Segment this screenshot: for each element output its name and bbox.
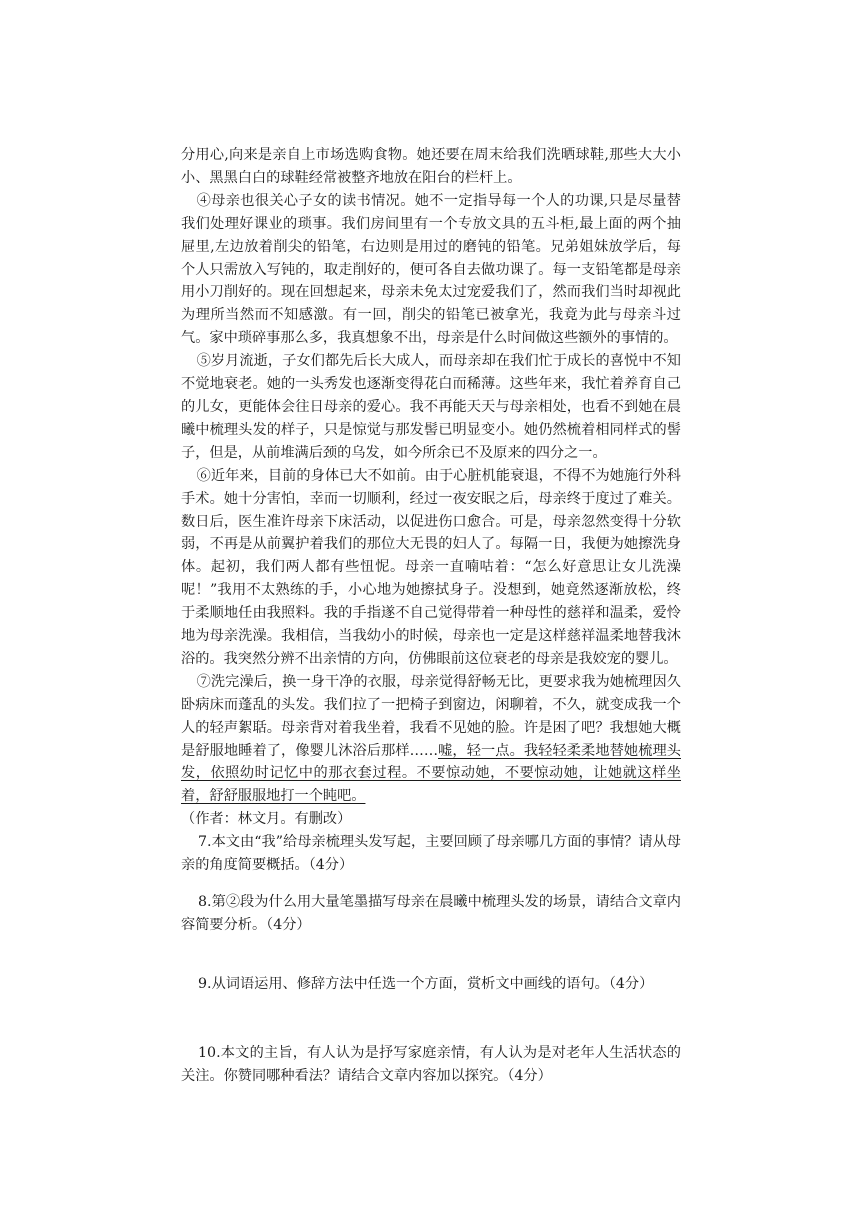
question-8: 8.第②段为什么用大量笔墨描写母亲在晨曦中梳理头发的场景，请结合文章内容简要分析。（4分） bbox=[181, 894, 681, 933]
paragraph-3-tail: 分用心,向来是亲自上市场选购食物。她还要在周末给我们洗晒球鞋,那些大大小小、黑黑白白的球鞋经常被整齐地放在阳台的栏杆上。 bbox=[181, 147, 681, 186]
paragraph-4: ④母亲也很关心子女的读书情况。她不一定指导每一个人的功课,只是尽量替我们处理好课业的琐事。我们房间里有一个专放文具的五斗柜,最上面的两个抽屉里,左边放着削尖的铅笔，右边则是用过的磨钝的铅笔。兄弟姐妹放学后，每个人只需放入写钝的，取走削好的，便可各自去做功课了。每一支铅笔都是母亲用小刀削好的。现在回想起来，母亲未免太过宠爱我们了，然而我们当时却视此为理所当然而不知感激。有一回，削尖的铅笔已被拿光，我竟为此与母亲斗过气。家中琐碎事那么多，我真想象不出，母亲是什么时间做这些额外的事情的。 bbox=[181, 192, 681, 347]
paragraph-6: ⑥近年来，目前的身体已大不如前。由于心脏机能衰退，不得不为她施行外科手术。她十分害怕，幸而一切顺利，经过一夜安眠之后，母亲终于度过了难关。数日后，医生准许母亲下床活动，以促进伤口愈合。可是，母亲忽然变得十分软弱，不再是从前翼护着我们的那位大无畏的妇人了。每隔一日，我便为她擦洗身体。起初，我们两人都有些忸怩。母亲一直喃咕着：“怎么好意思让女儿洗澡呢！”我用不太熟练的手，小心地为她擦拭身子。没想到，她竟然逐渐放松，终于柔顺地任由我照料。我的手指遂不自己觉得带着一种母性的慈祥和温柔，爱怜地为母亲洗澡。我相信，当我幼小的时候，母亲也一定是这样慈祥温柔地替我沐浴的。我突然分辨不出亲情的方向，仿佛眼前这位衰老的母亲是我姣宠的婴儿。 bbox=[181, 467, 681, 667]
question-10: 10.本文的主旨，有人认为是抒写家庭亲情，有人认为是对老年人生活状态的关注。你赞同哪种看法？请结合文章内容加以探究。（4分） bbox=[181, 1044, 681, 1084]
paragraph-7 bbox=[181, 671, 681, 808]
underlined-sentence: 嘘，轻一点。我轻轻柔柔地替她梳理头发，依照幼时记忆中的那衣套过程。不要惊动她，不要惊动她，让她就这样坐着，舒舒服服地打一个盹吧。 bbox=[181, 742, 681, 805]
reading-passage bbox=[181, 144, 681, 1088]
question-9: 9.从词语运用、修辞方法中任选一个方面，赏析文中画线的语句。（4分） bbox=[198, 975, 654, 992]
author-note: （作者：林文月。有删改） bbox=[181, 811, 352, 828]
paragraph-7-text: ⑦洗完澡后，换一身干净的衣服，母亲觉得舒畅无比，更要求我为她梳理因久卧病床而蓬乱的头发。我们拉了一把椅子到窗边，闲聊着，不久，就变成我一个人的轻声絮聒。母亲背对着我坐着，我看不见她的脸。许是困了吧？我想她大概是舒服地睡着了，像婴儿沐浴后那样…… bbox=[181, 673, 681, 759]
paragraph-5: ⑤岁月流逝，子女们都先后长大成人，而母亲却在我们忙于成长的喜悦中不知不觉地衰老。她的一头秀发也逐渐变得花白而稀薄。这些年来，我忙着养育自己的儿女，更能体会往日母亲的爱心。我不再能天天与母亲相处，也看不到她在晨曦中梳理头发的样子，只是惊觉与那发髻已明显变小。她仍然梳着相同样式的髻子，但是，从前堆满后颈的乌发，如今所余已不及原来的四分之一。 bbox=[181, 353, 681, 461]
question-7: 7.本文由“我”给母亲梳理头发写起，主要回顾了母亲哪几方面的事情？请从母亲的角度简要概括。（4分） bbox=[181, 834, 681, 874]
